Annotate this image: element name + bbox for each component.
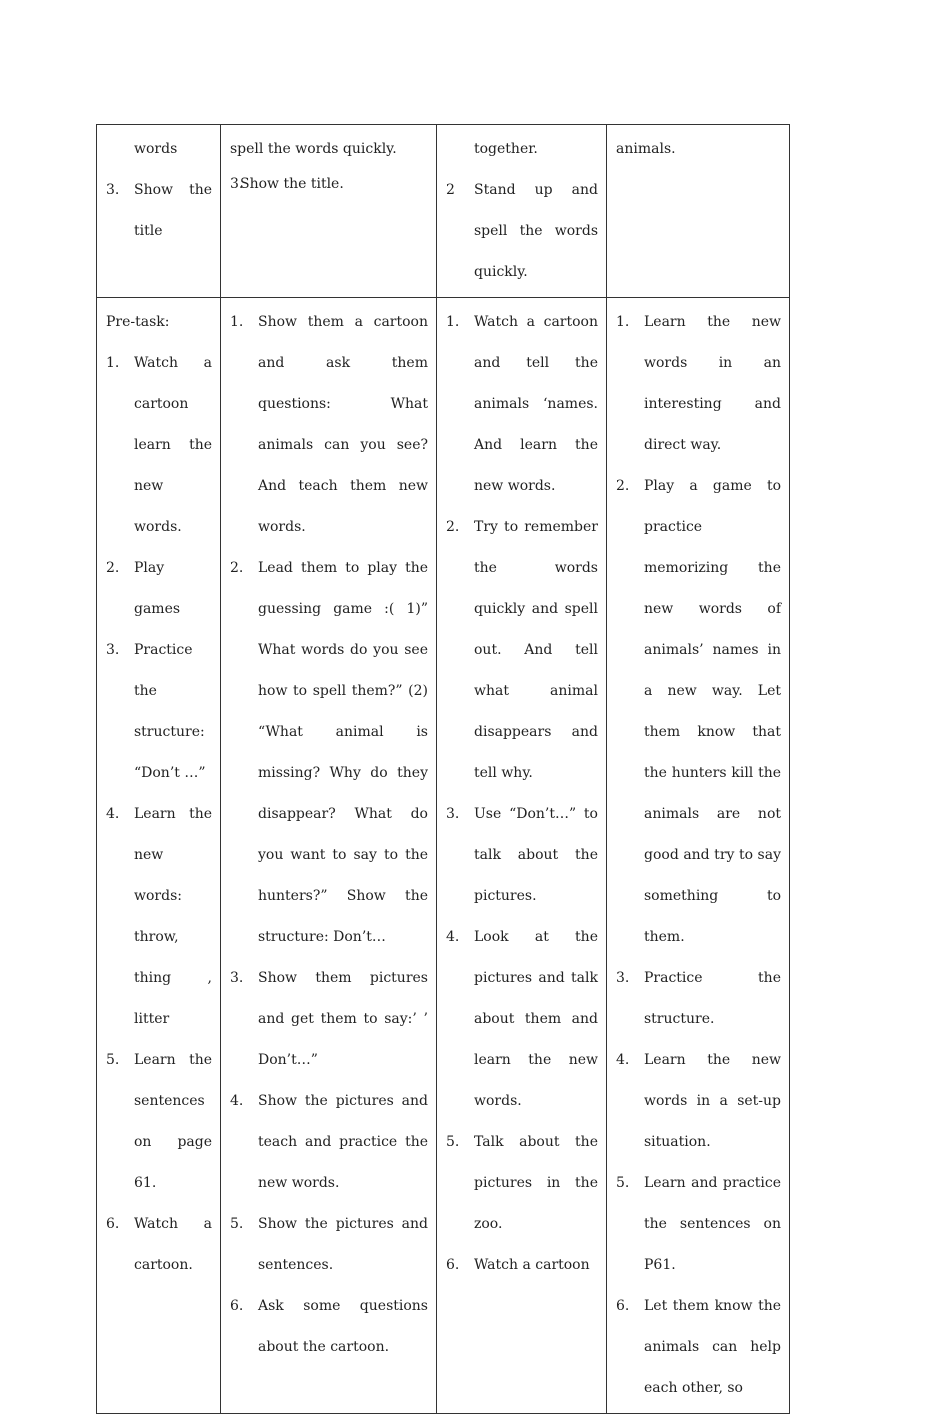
list-item-text: Talk about the pictures in the zoo. [474,1134,598,1232]
list-item-text: words [134,141,178,157]
cell-teacher-activity [221,298,437,1414]
cell-purpose [607,125,790,298]
list-item-text: Look at the pictures and talk about them and learn the new words. [474,929,598,1109]
list-item-text: Learn the new words: throw, thing , litter [134,806,212,1027]
list-item-text: Play games [134,560,181,617]
list-item [106,170,212,252]
list-item-number: 3. [230,176,244,192]
list-item-number: 6. [616,1298,630,1314]
list-item [106,630,212,794]
list-item-number: 4. [616,1052,630,1068]
list-item-text: Watch a cartoon. [134,1216,212,1273]
list-item-number: 2. [616,478,630,494]
list-item [230,548,428,958]
list-item-number: 4. [230,1093,244,1109]
table-row-continued [97,125,790,298]
list-item-number: 5. [446,1134,460,1150]
list-item-text: Show the pictures and sentences. [258,1216,428,1273]
list-item-number: 6. [106,1216,120,1232]
cell-purpose [607,298,790,1414]
list-item [616,1163,781,1286]
list-item [106,1040,212,1204]
list-item-text: Show the title [134,182,212,239]
list-item-text: Stand up and spell the words quickly. [474,182,598,280]
list-item-text: Learn and practice the sentences on P61. [644,1175,781,1273]
list-item-text: Practice the structure: “Don’t …” [134,642,206,781]
list-item-text: Practice the structure. [644,970,781,1027]
list-item [446,1245,598,1286]
list-item-number: 2. [230,560,244,576]
list-item-text: spell the words quickly. [230,141,397,157]
list-item-text: animals. [616,141,676,157]
list-item [230,1081,428,1204]
list-item [230,1286,428,1368]
list-item-text: together. [474,141,538,157]
list-item-text: Show the title. [240,176,344,192]
list-item-number: 1. [616,314,630,330]
list-item-number: 5. [230,1216,244,1232]
list-item-text: Lead them to play the guessing game :( 1)” What words do you see how to spell them?” (2) “What animal is missing? Why do they disappear? What do you want to say to the hunters?” Show the structure: Don’t… [258,560,428,945]
list-item-text: Learn the new words in a set-up situation. [644,1052,781,1150]
list-item [446,917,598,1122]
list-item-text: Watch a cartoon and tell the animals ‘names. And learn the new words. [474,314,598,494]
cell-teacher-activity [221,125,437,298]
table-row-pretask [97,298,790,1414]
list-item-number: 2. [446,519,460,535]
list-item-number: 3. [106,182,120,198]
list-item-number: 1. [446,314,460,330]
list-item-number: 6. [446,1257,460,1273]
list-item-number: 2. [106,560,120,576]
list-item [616,1040,781,1163]
list-item [446,302,598,507]
section-heading: Pre-task: [106,314,170,330]
cell-student-activity [437,298,607,1414]
list-item-text: Learn the sentences on page 61. [134,1052,212,1191]
cell-step [97,125,221,298]
list-item [616,1286,781,1409]
list-item-text: Ask some questions about the cartoon. [258,1298,428,1355]
list-item [230,958,428,1081]
list-item [230,1204,428,1286]
list-item-number: 1. [106,355,120,371]
list-item [616,958,781,1040]
list-item [106,1204,212,1286]
list-item [230,302,428,548]
list-item [230,164,428,205]
list-item-number: 6. [230,1298,244,1314]
lesson-plan-table [96,124,790,1414]
list-item-number: 3. [616,970,630,986]
cell-step [97,298,221,1414]
list-item-number: 3. [230,970,244,986]
list-item-number: 4. [446,929,460,945]
list-item [616,466,781,958]
list-item-text: Try to remember the words quickly and spell out. And tell what animal disappears and tell why. [474,519,598,781]
list-item-number: 1. [230,314,244,330]
list-item-number: 5. [106,1052,120,1068]
list-item-text: Learn the new words in an interesting and direct way. [644,314,781,453]
list-item-number: 4. [106,806,120,822]
list-item [616,302,781,466]
list-item-text: Show the pictures and teach and practice the new words. [258,1093,428,1191]
list-item [446,170,598,293]
list-item [106,794,212,1040]
list-item-number: 5. [616,1175,630,1191]
list-item-number: 3. [106,642,120,658]
list-item-text: Watch a cartoon [474,1257,590,1273]
list-item-number: 3. [446,806,460,822]
list-item-text: Show them pictures and get them to say:’ ’ Don’t…” [258,970,428,1068]
list-item [446,1122,598,1245]
list-item-text: Watch a cartoon learn the new words. [134,355,212,535]
list-item [106,343,212,548]
list-item-text: Show them a cartoon and ask them questions: What animals can you see? And teach them new words. [258,314,428,535]
list-item-text: Play a game to practice memorizing the new words of animals’ names in a new way. Let them know that the hunters kill the animals are not good and try to say something to them. [644,478,781,945]
list-item [446,794,598,917]
list-item [106,548,212,630]
list-item-text: Let them know the animals can help each other, so [644,1298,781,1396]
list-item [446,507,598,794]
list-item-text: Use “Don’t…” to talk about the pictures. [474,806,598,904]
list-item-number: 2 [446,182,455,198]
cell-student-activity [437,125,607,298]
